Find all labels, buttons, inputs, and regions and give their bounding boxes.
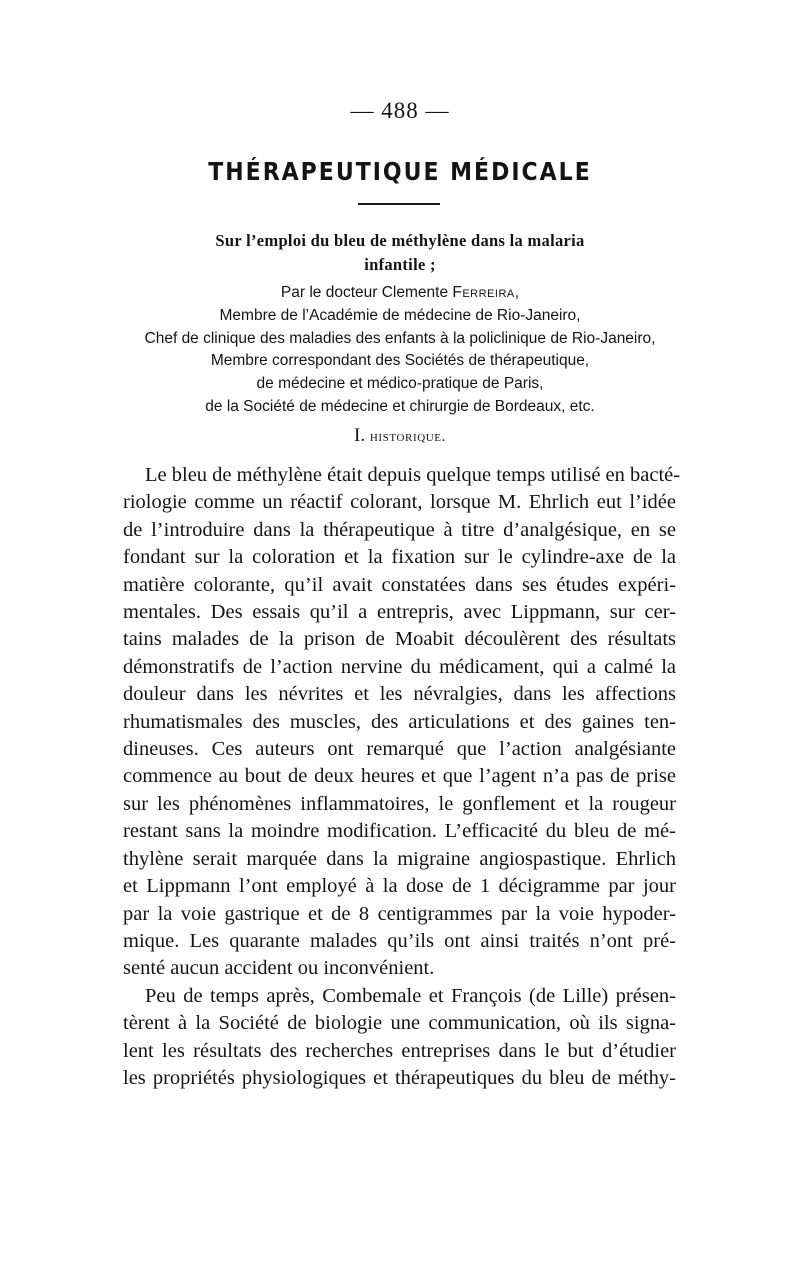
body-line: restant sans la moindre modification. L’efficacité du bleu de mé- [123,820,676,843]
body-line: riologie comme un réactif colorant, lorsque M. Ehrlich eut l’idée [123,491,676,514]
section-label: historique. [369,429,446,445]
body-line: mentales. Des essais qu’il a entrepris, avec Lippmann, sur cer- [123,601,676,624]
body-line: dineuses. Ces auteurs ont remarqué que l’action analgésiante [123,738,676,761]
author-surname: Ferreira [452,284,515,301]
body-line: mique. Les quarante malades qu’ils ont ainsi traités n’ont pré- [123,929,676,952]
title-rule [358,203,440,205]
body-line: les propriétés physiologiques et thérapeutiques du bleu de méthy- [123,1066,676,1089]
author-line [100,282,700,305]
article-title-line: infantile ; [364,255,436,274]
section-numeral: I. [354,425,366,446]
body-line: démonstratifs de l’action nervine du médicament, qui a calmé la [123,655,676,678]
author-affiliation: de médecine et médico-pratique de Paris, [256,375,544,393]
body-line: par la voie gastrique et de 8 centigrammes par la voie hypoder- [123,902,676,925]
body-line: de l’introduire dans la thérapeutique à titre d’analgésique, en se [123,518,676,541]
body-line: et Lippmann l’ont employé à la dose de 1 décigramme par jour [123,875,676,898]
article-title-line: Sur l’emploi du bleu de méthylène dans la malaria [215,231,585,250]
author-suffix: , [514,284,520,301]
body-line: thylène serait marquée dans la migraine angiospastique. Ehrlich [123,847,676,870]
author-prefix: Par le docteur Clemente [280,284,453,301]
body-line: Le bleu de méthylène était depuis quelque temps utilisé en bacté- [145,464,681,486]
author-affiliation: de la Société de médecine et chirurgie de Bordeaux, etc. [205,397,595,415]
body-line: matière colorante, qu’il avait constatées dans ses études expéri- [123,573,676,596]
author-affiliation: Chef de clinique des maladies des enfants à la policlinique de Rio-Janeiro, [144,329,656,347]
body-line: tèrent à la Société de biologie une communication, où ils signa- [123,1012,676,1035]
author-affiliation: Membre de l’Académie de médecine de Rio-Janeiro, [219,306,581,324]
body-line: tains malades de la prison de Moabit découlèrent des résultats [123,628,676,651]
body-line: Peu de temps après, Combemale et François (de Lille) présen- [145,984,676,1007]
body-line: senté aucun accident ou inconvénient. [123,957,435,980]
body-line: sur les phénomènes inflammatoires, le gonflement et la rougeur [123,792,676,815]
page-number: — 488 — [350,98,450,123]
body-line: commence au bout de deux heures et que l’agent n’a pas de prise [123,765,676,788]
author-block [100,282,700,419]
body-line: lent les résultats des recherches entreprises dans le but d’étudier [123,1039,676,1062]
body-text [123,462,681,1092]
section-title: THÉRAPEUTIQUE MÉDICALE [208,158,592,187]
author-affiliation: Membre correspondant des Sociétés de thérapeutique, [210,352,590,370]
article-title [120,229,680,277]
body-line: fondant sur la coloration et la fixation sur le cylindre-axe de la [123,546,676,569]
body-line: douleur dans les névrites et les névralgies, dans les affections [123,683,676,706]
body-line: rhumatismales des muscles, des articulations et des gaines ten- [123,710,676,733]
section-heading [0,425,800,447]
